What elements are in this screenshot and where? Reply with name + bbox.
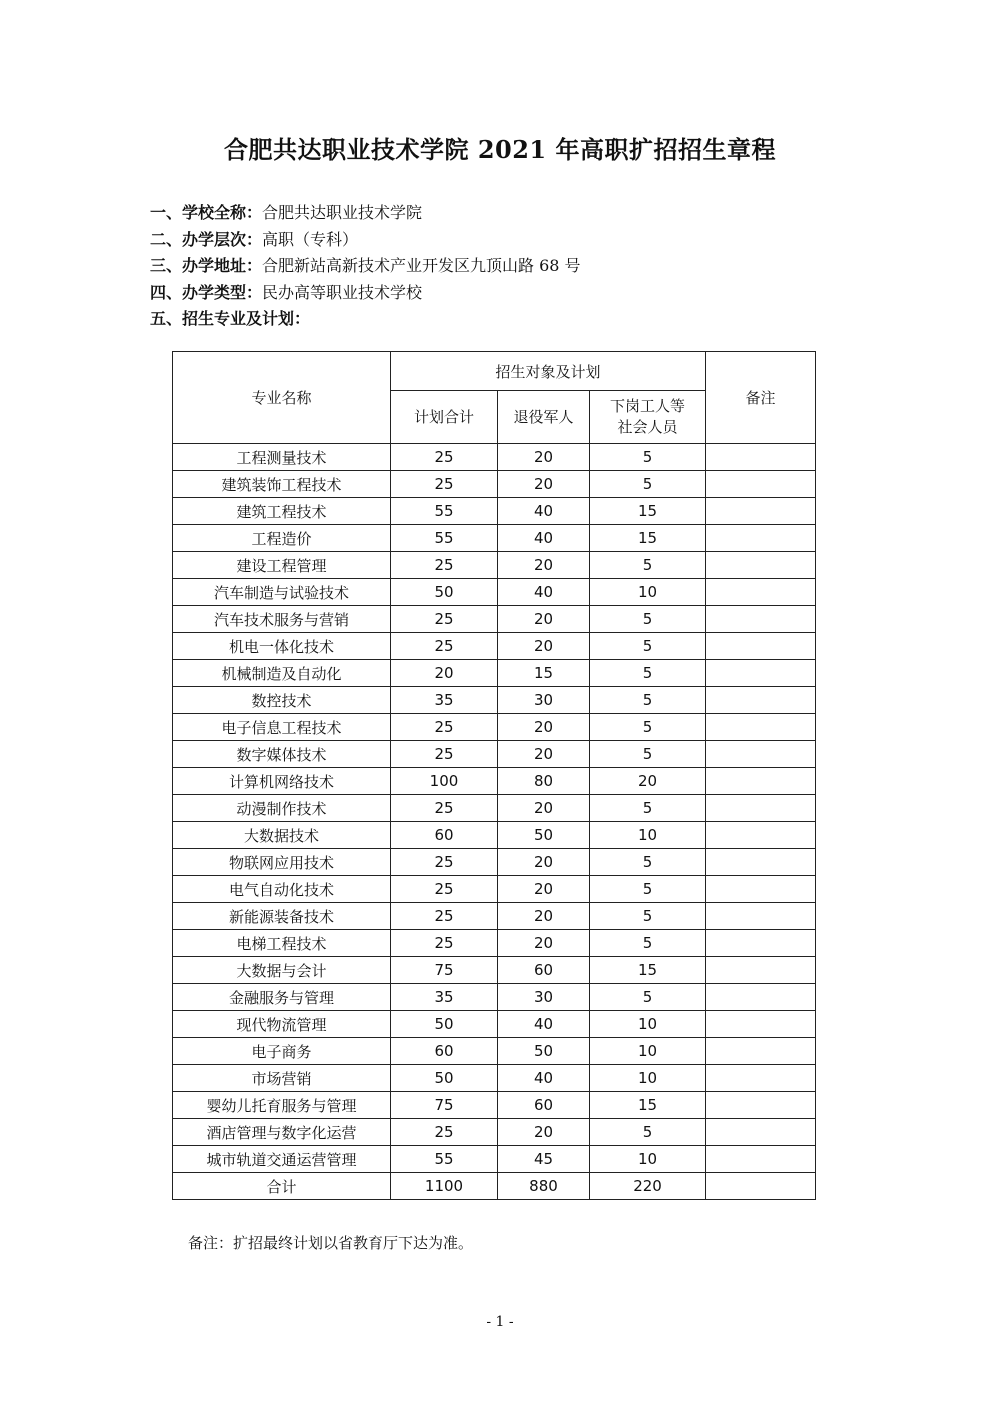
major-name-cell: 电子商务	[173, 1038, 391, 1065]
major-name-cell: 合计	[173, 1173, 391, 1200]
major-name-cell: 电子信息工程技术	[173, 714, 391, 741]
table-row	[173, 687, 816, 714]
plan-total-cell: 50	[391, 579, 498, 606]
laid-off-cell: 15	[590, 957, 706, 984]
major-name-cell: 电梯工程技术	[173, 930, 391, 957]
laid-off-cell: 10	[590, 1038, 706, 1065]
major-name-cell: 建筑工程技术	[173, 498, 391, 525]
veterans-cell: 20	[498, 471, 590, 498]
table-row	[173, 1011, 816, 1038]
header-laid-off: 下岗工人等社会人员	[590, 391, 706, 444]
table-summary-row	[173, 1173, 816, 1200]
remarks-cell	[706, 1011, 816, 1038]
remarks-cell	[706, 1092, 816, 1119]
remarks-cell	[706, 1146, 816, 1173]
major-name-cell: 物联网应用技术	[173, 849, 391, 876]
remarks-cell	[706, 444, 816, 471]
laid-off-cell: 10	[590, 1065, 706, 1092]
remarks-cell	[706, 498, 816, 525]
laid-off-cell: 10	[590, 822, 706, 849]
major-name-cell: 机电一体化技术	[173, 633, 391, 660]
major-name-cell: 新能源装备技术	[173, 903, 391, 930]
page-number: - 1 -	[486, 1314, 514, 1330]
veterans-cell: 40	[498, 579, 590, 606]
veterans-cell: 20	[498, 849, 590, 876]
table-row	[173, 795, 816, 822]
laid-off-cell: 5	[590, 795, 706, 822]
remarks-cell	[706, 1173, 816, 1200]
veterans-cell: 20	[498, 444, 590, 471]
remarks-cell	[706, 1119, 816, 1146]
laid-off-cell: 5	[590, 876, 706, 903]
remarks-cell	[706, 984, 816, 1011]
veterans-cell: 50	[498, 1038, 590, 1065]
plan-total-cell: 25	[391, 444, 498, 471]
document-title: 合肥共达职业技术学院 2021 年高职扩招招生章程	[223, 135, 776, 164]
table-row	[173, 822, 816, 849]
remarks-cell	[706, 930, 816, 957]
plan-total-cell: 60	[391, 1038, 498, 1065]
plan-total-cell: 25	[391, 876, 498, 903]
remarks-cell	[706, 1065, 816, 1092]
plan-total-cell: 75	[391, 1092, 498, 1119]
veterans-cell: 60	[498, 1092, 590, 1119]
veterans-cell: 50	[498, 822, 590, 849]
laid-off-cell: 5	[590, 984, 706, 1011]
major-name-cell: 电气自动化技术	[173, 876, 391, 903]
plan-total-cell: 60	[391, 822, 498, 849]
veterans-cell: 20	[498, 714, 590, 741]
remarks-cell	[706, 714, 816, 741]
plan-total-cell: 25	[391, 903, 498, 930]
remarks-cell	[706, 957, 816, 984]
veterans-cell: 880	[498, 1173, 590, 1200]
remarks-cell	[706, 876, 816, 903]
major-name-cell: 建设工程管理	[173, 552, 391, 579]
plan-total-cell: 25	[391, 930, 498, 957]
table-row	[173, 498, 816, 525]
veterans-cell: 20	[498, 741, 590, 768]
plan-total-cell: 50	[391, 1065, 498, 1092]
remarks-cell	[706, 606, 816, 633]
info-value: 合肥新站高新技术产业开发区九顶山路 68 号	[262, 256, 581, 275]
remarks-cell	[706, 849, 816, 876]
laid-off-cell: 5	[590, 471, 706, 498]
laid-off-cell: 5	[590, 552, 706, 579]
table-row	[173, 606, 816, 633]
major-name-cell: 汽车制造与试验技术	[173, 579, 391, 606]
plan-total-cell: 25	[391, 741, 498, 768]
table-row	[173, 984, 816, 1011]
major-name-cell: 城市轨道交通运营管理	[173, 1146, 391, 1173]
info-label: 二、办学层次：	[150, 229, 263, 249]
veterans-cell: 80	[498, 768, 590, 795]
veterans-cell: 30	[498, 687, 590, 714]
plan-total-cell: 55	[391, 1146, 498, 1173]
remarks-cell	[706, 633, 816, 660]
plan-total-cell: 25	[391, 849, 498, 876]
table-row	[173, 633, 816, 660]
laid-off-cell: 10	[590, 1146, 706, 1173]
table-row	[173, 741, 816, 768]
plan-total-cell: 20	[391, 660, 498, 687]
major-name-cell: 动漫制作技术	[173, 795, 391, 822]
major-name-cell: 市场营销	[173, 1065, 391, 1092]
info-row-address	[150, 253, 581, 280]
plan-total-cell: 25	[391, 714, 498, 741]
remarks-cell	[706, 903, 816, 930]
major-name-cell: 大数据与会计	[173, 957, 391, 984]
veterans-cell: 40	[498, 498, 590, 525]
laid-off-cell: 5	[590, 903, 706, 930]
info-value: 高职（专科）	[262, 229, 359, 249]
table-row	[173, 1065, 816, 1092]
table-row	[173, 1038, 816, 1065]
info-value: 合肥共达职业技术学院	[262, 203, 423, 222]
laid-off-cell: 5	[590, 633, 706, 660]
veterans-cell: 20	[498, 930, 590, 957]
table-row	[173, 444, 816, 471]
remarks-cell	[706, 471, 816, 498]
table-row	[173, 525, 816, 552]
major-name-cell: 汽车技术服务与营销	[173, 606, 391, 633]
veterans-cell: 60	[498, 957, 590, 984]
veterans-cell: 20	[498, 876, 590, 903]
laid-off-cell: 15	[590, 525, 706, 552]
laid-off-cell: 5	[590, 714, 706, 741]
table-row	[173, 930, 816, 957]
plan-total-cell: 55	[391, 525, 498, 552]
plan-total-cell: 1100	[391, 1173, 498, 1200]
info-row-type	[150, 280, 581, 307]
table-row	[173, 849, 816, 876]
veterans-cell: 30	[498, 984, 590, 1011]
laid-off-cell: 15	[590, 498, 706, 525]
remarks-cell	[706, 687, 816, 714]
table-row	[173, 768, 816, 795]
remarks-cell	[706, 552, 816, 579]
info-label: 三、办学地址：	[150, 256, 263, 275]
info-label: 四、办学类型：	[150, 282, 263, 302]
table-row	[173, 1146, 816, 1173]
veterans-cell: 45	[498, 1146, 590, 1173]
laid-off-cell: 5	[590, 687, 706, 714]
veterans-cell: 20	[498, 552, 590, 579]
table-row	[173, 660, 816, 687]
remarks-cell	[706, 768, 816, 795]
plan-total-cell: 25	[391, 633, 498, 660]
major-name-cell: 机械制造及自动化	[173, 660, 391, 687]
laid-off-cell: 5	[590, 444, 706, 471]
major-name-cell: 建筑装饰工程技术	[173, 471, 391, 498]
major-name-cell: 计算机网络技术	[173, 768, 391, 795]
remarks-cell	[706, 1038, 816, 1065]
laid-off-cell: 10	[590, 1011, 706, 1038]
table-row	[173, 471, 816, 498]
info-value: 民办高等职业技术学校	[262, 282, 423, 302]
plan-total-cell: 25	[391, 1119, 498, 1146]
veterans-cell: 20	[498, 606, 590, 633]
plan-total-cell: 25	[391, 795, 498, 822]
plan-total-cell: 35	[391, 687, 498, 714]
laid-off-cell: 5	[590, 606, 706, 633]
table-row	[173, 903, 816, 930]
laid-off-cell: 5	[590, 741, 706, 768]
laid-off-cell: 5	[590, 930, 706, 957]
header-total: 计划合计	[391, 391, 498, 444]
plan-total-cell: 50	[391, 1011, 498, 1038]
table-body	[173, 444, 816, 1200]
header-major: 专业名称	[173, 352, 391, 444]
info-label: 一、学校全称：	[150, 203, 263, 222]
veterans-cell: 40	[498, 1065, 590, 1092]
veterans-cell: 20	[498, 633, 590, 660]
header-group: 招生对象及计划	[391, 352, 706, 391]
plan-total-cell: 25	[391, 552, 498, 579]
laid-off-cell: 5	[590, 660, 706, 687]
info-row-school-name	[150, 200, 581, 227]
table-row	[173, 1092, 816, 1119]
laid-off-cell: 5	[590, 1119, 706, 1146]
veterans-cell: 20	[498, 795, 590, 822]
laid-off-cell: 20	[590, 768, 706, 795]
remarks-cell	[706, 660, 816, 687]
plan-total-cell: 25	[391, 471, 498, 498]
table-row	[173, 579, 816, 606]
major-name-cell: 大数据技术	[173, 822, 391, 849]
enrollment-plan-table	[172, 351, 816, 1200]
remarks-cell	[706, 741, 816, 768]
major-name-cell: 婴幼儿托育服务与管理	[173, 1092, 391, 1119]
header-veterans: 退役军人	[498, 391, 590, 444]
table-row	[173, 1119, 816, 1146]
major-name-cell: 工程造价	[173, 525, 391, 552]
major-name-cell: 工程测量技术	[173, 444, 391, 471]
remarks-cell	[706, 525, 816, 552]
remarks-cell	[706, 822, 816, 849]
veterans-cell: 40	[498, 1011, 590, 1038]
plan-total-cell: 100	[391, 768, 498, 795]
table-row	[173, 714, 816, 741]
major-name-cell: 数控技术	[173, 687, 391, 714]
laid-off-cell: 10	[590, 579, 706, 606]
info-row-plan	[150, 306, 581, 333]
info-row-level	[150, 227, 581, 254]
table-row	[173, 957, 816, 984]
plan-total-cell: 55	[391, 498, 498, 525]
footnote: 备注：扩招最终计划以省教育厅下达为准。	[188, 1234, 474, 1252]
table-row	[173, 876, 816, 903]
veterans-cell: 15	[498, 660, 590, 687]
veterans-cell: 20	[498, 903, 590, 930]
school-info	[150, 200, 581, 333]
major-name-cell: 现代物流管理	[173, 1011, 391, 1038]
major-name-cell: 数字媒体技术	[173, 741, 391, 768]
veterans-cell: 20	[498, 1119, 590, 1146]
laid-off-cell: 15	[590, 1092, 706, 1119]
major-name-cell: 酒店管理与数字化运营	[173, 1119, 391, 1146]
plan-total-cell: 25	[391, 606, 498, 633]
info-label: 五、招生专业及计划：	[150, 309, 311, 328]
remarks-cell	[706, 579, 816, 606]
plan-total-cell: 35	[391, 984, 498, 1011]
major-name-cell: 金融服务与管理	[173, 984, 391, 1011]
plan-total-cell: 75	[391, 957, 498, 984]
table-row	[173, 552, 816, 579]
veterans-cell: 40	[498, 525, 590, 552]
laid-off-cell: 5	[590, 849, 706, 876]
laid-off-cell: 220	[590, 1173, 706, 1200]
remarks-cell	[706, 795, 816, 822]
header-remarks: 备注	[706, 352, 816, 444]
